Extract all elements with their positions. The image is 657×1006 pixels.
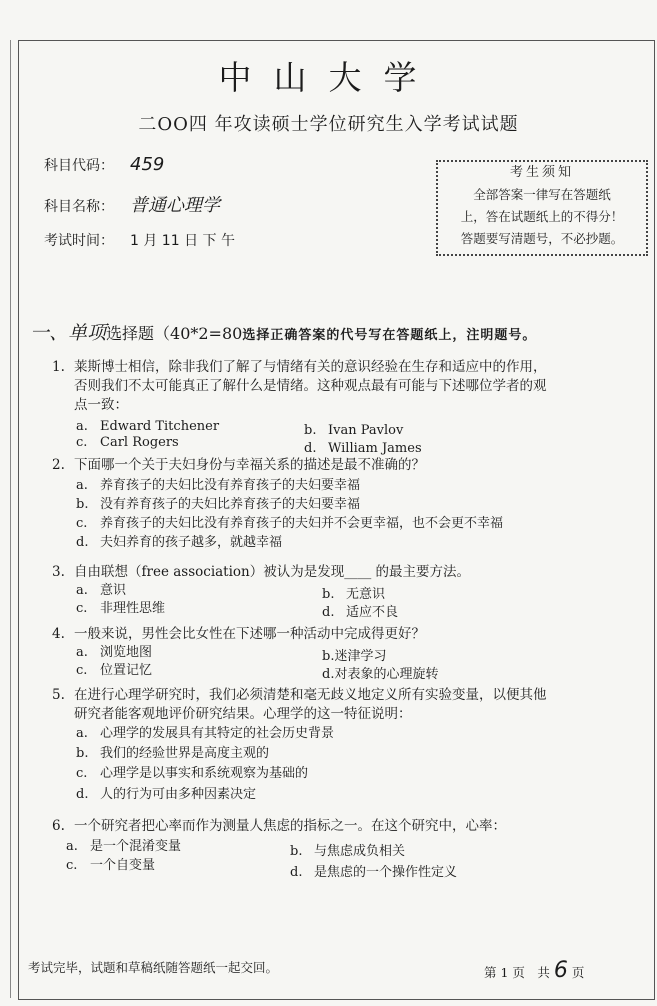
section-heading-instruction: 选择正确答案的代号写在答题纸上，注明题号。 (242, 328, 537, 343)
section-heading-text: 选择题（40*2=80 (106, 324, 243, 343)
question-text: 莱斯博士相信，除非我们了解了与情绪有关的意识经验在生存和适应中的作用， (74, 359, 547, 375)
option-c: c. 一个自变量 (66, 858, 156, 873)
page-prefix: 第 1 页 共 (484, 965, 554, 980)
subject-name-label: 科目名称： (44, 199, 114, 215)
question-number: 2. (52, 457, 65, 473)
notice-line: 上，答在试题纸上的不得分！ (460, 209, 624, 224)
question-number: 5. (52, 687, 65, 703)
option-b: b. 没有养育孩子的夫妇比养育孩子的夫妇要幸福 (76, 497, 361, 512)
option-a: a. 浏览地图 (76, 645, 153, 660)
subject-name-value: 普通心理学 (130, 195, 220, 216)
option-b: b.迷津学习 (322, 649, 387, 664)
question-number: 4. (52, 626, 65, 642)
question-text: 在进行心理学研究时，我们必须清楚和毫无歧义地定义所有实验变量，以便其他 (74, 687, 547, 703)
notice-line: 答题要写清题号，不必抄题。 (460, 231, 624, 246)
question-number: 1. (52, 359, 65, 375)
exam-time-field (44, 230, 235, 250)
option-c: c. 位置记忆 (76, 663, 153, 678)
option-c: c. Carl Rogers (76, 435, 179, 450)
option-d: d. 夫妇养育的孩子越多，就越幸福 (76, 535, 283, 550)
notice-line: 全部答案一律写在答题纸 (473, 187, 611, 202)
section-heading (30, 318, 536, 345)
subject-code-field (44, 154, 164, 175)
notice-title: 考生须知 (509, 165, 574, 180)
question-6 (52, 817, 622, 836)
subject-name-field (44, 191, 220, 217)
subject-code-value: 459 (130, 154, 165, 175)
option-c: c. 养育孩子的夫妇比没有养育孩子的夫妇并不会更幸福，也不会更不幸福 (76, 516, 504, 531)
question-text: 自由联想（free association）被认为是发现____ 的最主要方法。 (74, 564, 471, 580)
page-suffix: 页 (567, 965, 585, 980)
option-a: a. 是一个混淆变量 (66, 839, 182, 854)
university-title: 中山大学 (218, 58, 439, 97)
subject-code-label: 科目代码： (44, 158, 114, 174)
option-c: c. 非理性思维 (76, 601, 166, 616)
option-a: a. Edward Titchener (76, 419, 220, 434)
question-text: 一个研究者把心率而作为测量人焦虑的指标之一。在这个研究中，心率： (74, 818, 506, 834)
question-4 (52, 625, 622, 644)
question-text: 点一致： (74, 397, 128, 413)
exam-time-label: 考试时间： (44, 233, 114, 249)
option-d: d. William James (304, 441, 422, 456)
option-a: a. 意识 (76, 583, 127, 598)
option-c: c. 心理学是以事实和系统观察为基础的 (76, 766, 309, 781)
option-a: a. 养育孩子的夫妇比没有养育孩子的夫妇要幸福 (76, 478, 361, 493)
question-2 (52, 456, 622, 475)
question-5 (52, 686, 622, 724)
question-text: 研究者能客观地评价研究结果。心理学的这一特征说明： (74, 706, 412, 722)
option-d: d. 是焦虑的一个操作性定义 (290, 865, 458, 880)
option-a: a. 心理学的发展具有其特定的社会历史背景 (76, 726, 335, 741)
binding-rule (10, 40, 11, 998)
section-heading-handwritten: 一、单项 (30, 322, 107, 344)
question-text: 否则我们不太可能真正了解什么是情绪。这种观点最有可能与下述哪位学者的观 (74, 378, 547, 394)
option-d: d. 适应不良 (322, 605, 399, 620)
option-b: b. 我们的经验世界是高度主观的 (76, 746, 270, 761)
question-text: 下面哪一个关于夫妇身份与幸福关系的描述是最不准确的？ (74, 457, 425, 473)
option-b: b. 与焦虑成负相关 (290, 844, 406, 859)
footer-instruction: 考试完毕，试题和草稿纸随答题纸一起交回。 (28, 960, 279, 975)
question-3 (52, 563, 622, 582)
question-1 (52, 358, 622, 415)
page-total: 6 (553, 958, 568, 983)
question-number: 6. (52, 818, 65, 834)
page-number (484, 958, 584, 983)
question-text: 一般来说，男性会比女性在下述哪一种活动中完成得更好？ (74, 626, 425, 642)
exam-time-value: 1 月 11 日 下 午 (130, 233, 235, 249)
candidate-notice (436, 160, 648, 256)
option-b: b. Ivan Pavlov (304, 423, 404, 438)
exam-title: 二OO四 年攻读硕士学位研究生入学考试试题 (138, 114, 519, 135)
option-d: d. 人的行为可由多种因素决定 (76, 787, 257, 802)
option-b: b. 无意识 (322, 587, 386, 602)
question-number: 3. (52, 564, 65, 580)
option-d: d.对表象的心理旋转 (322, 667, 439, 682)
